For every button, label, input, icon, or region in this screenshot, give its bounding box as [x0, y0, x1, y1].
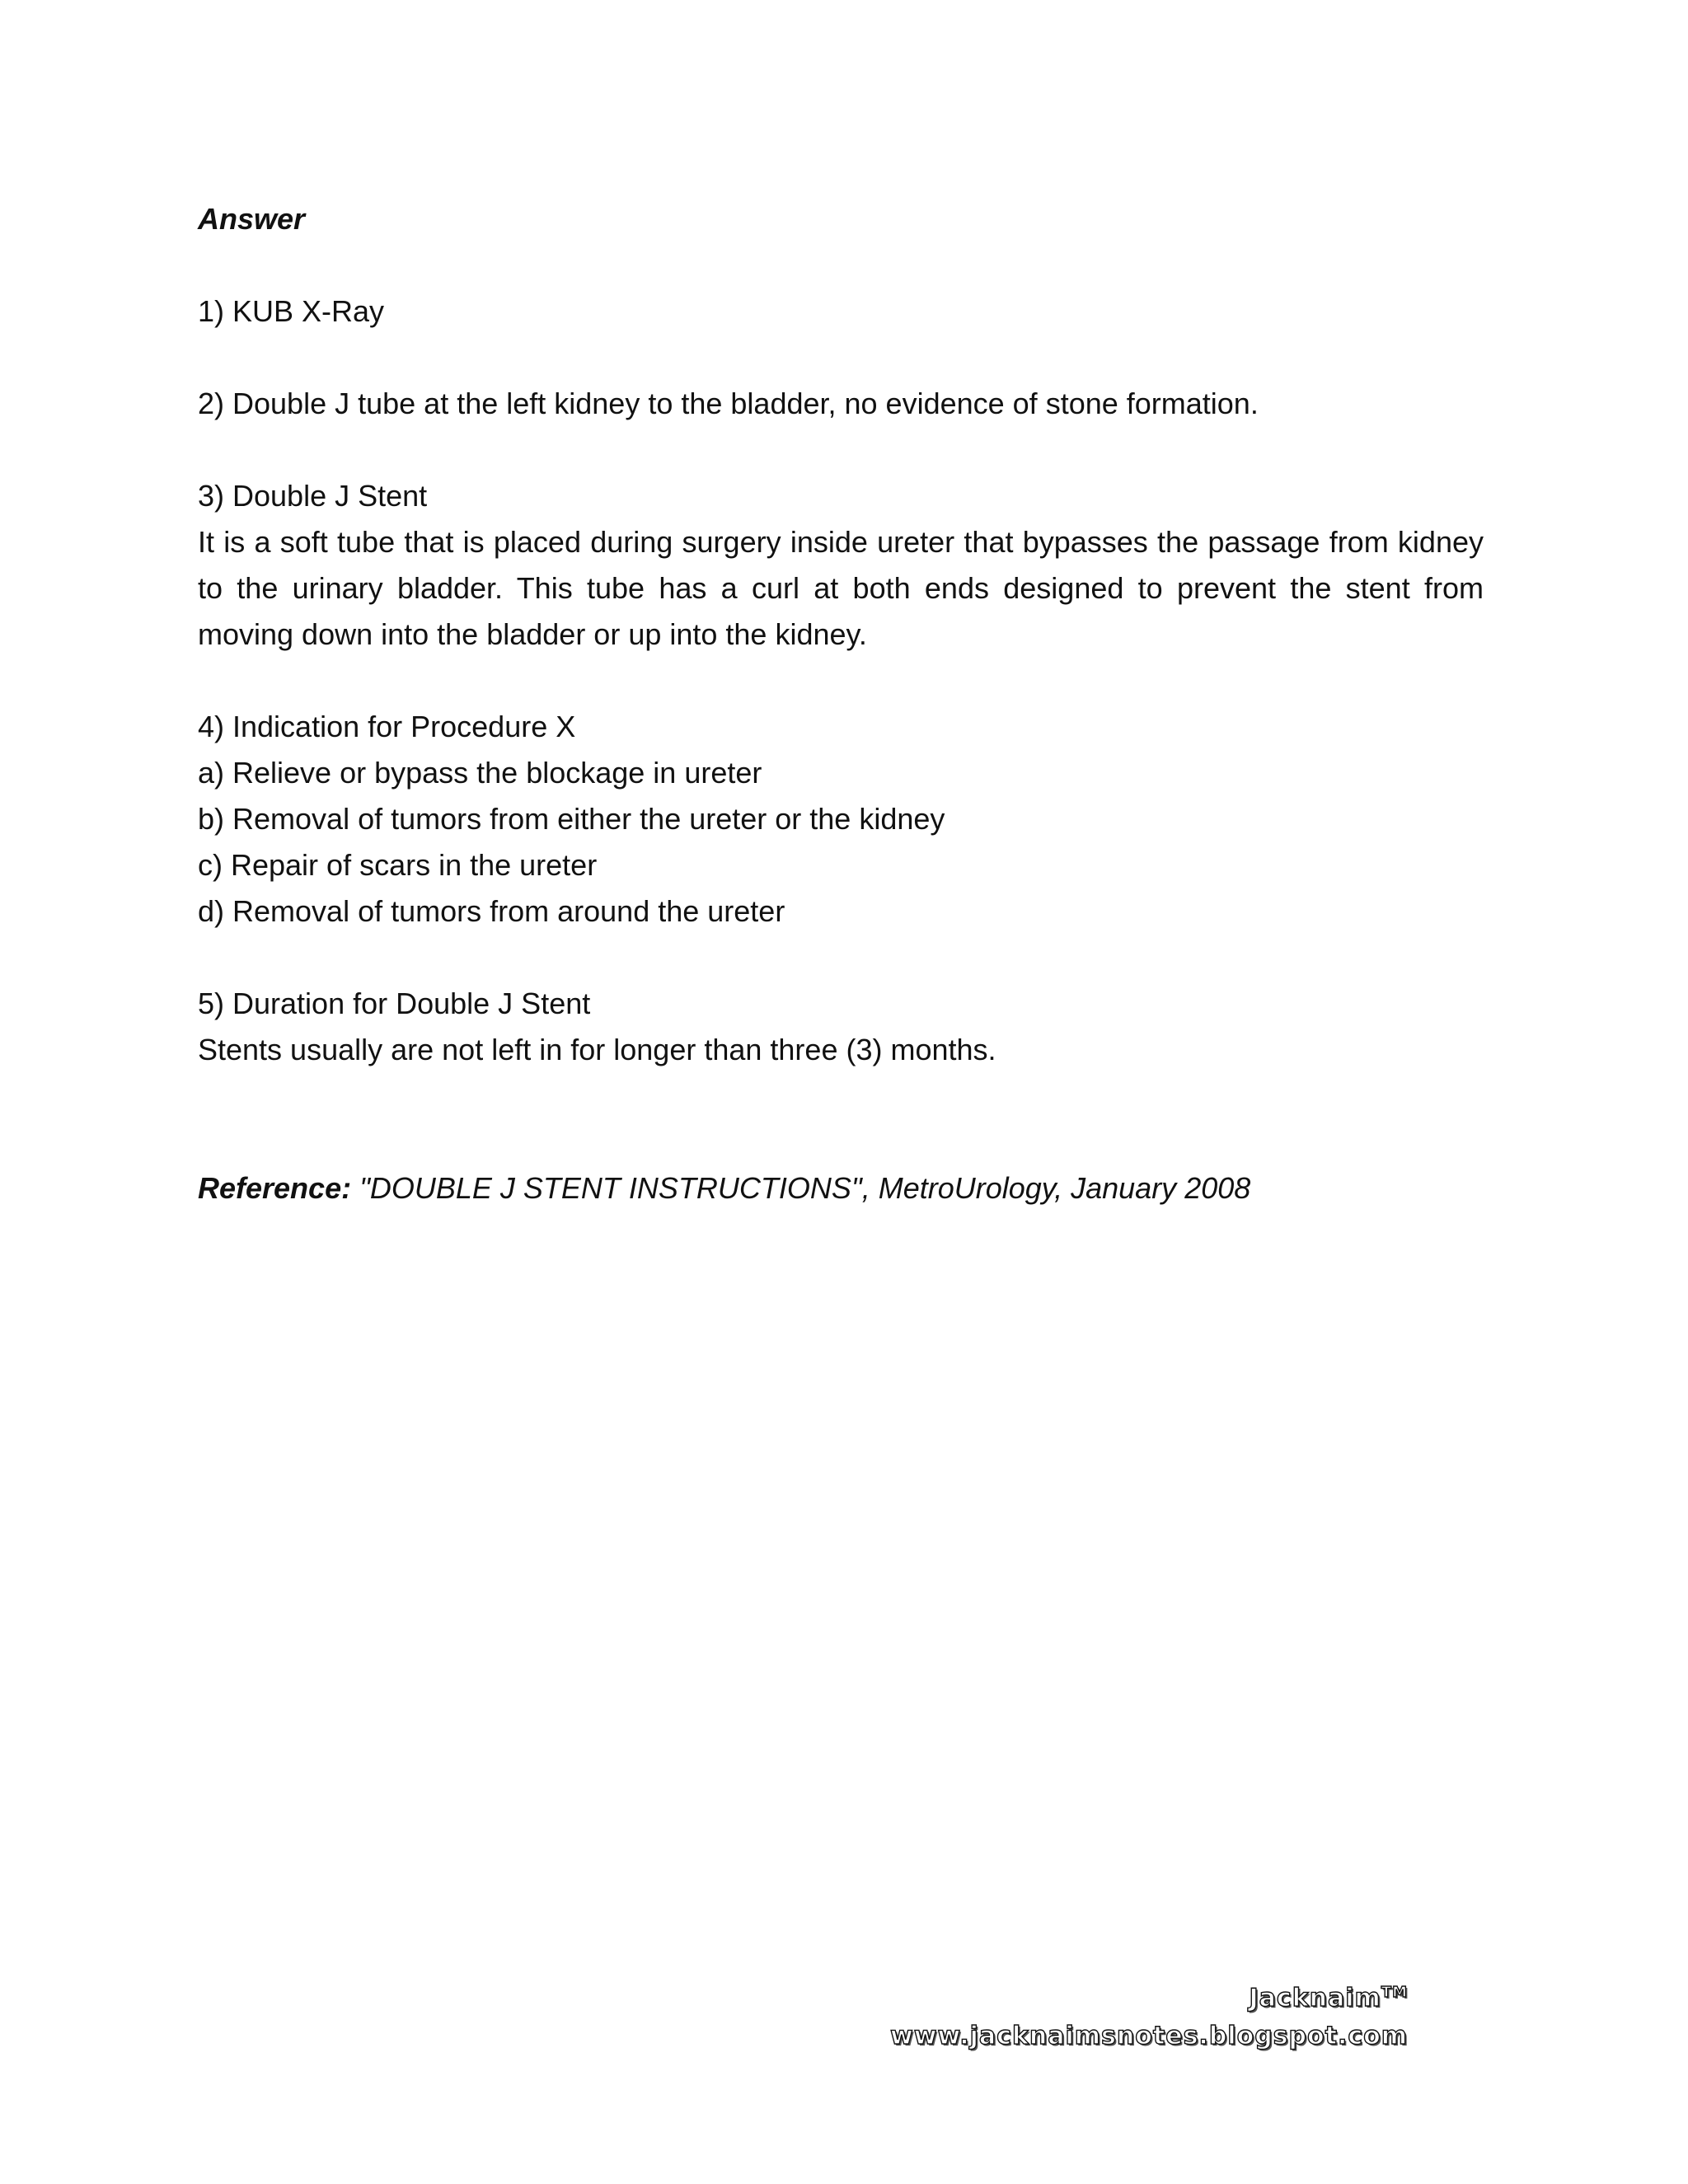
brand-name: Jacknaim [1249, 1984, 1381, 2013]
answer-3 [198, 473, 1484, 658]
list-item: a) Relieve or bypass the blockage in ureter [198, 756, 762, 790]
answer-4 [198, 704, 1484, 935]
footer-url: www.jacknaimsnotes.blogspot.com [890, 2022, 1408, 2050]
list-item: c) Repair of scars in the ureter [198, 848, 598, 882]
footer-brand-line [890, 1974, 1408, 2018]
answer-heading: Answer [198, 202, 306, 236]
answer-5-title: 5) Duration for Double J Stent [198, 987, 591, 1020]
answer-2-text: 2) Double J tube at the left kidney to the bladder, no evidence of stone formation. [198, 387, 1259, 420]
trademark-mark: TM [1381, 1984, 1408, 2001]
list-item: b) Removal of tumors from either the ureter or the kidney [198, 802, 945, 836]
answer-1-text: 1) KUB X-Ray [198, 294, 385, 328]
answer-1 [198, 288, 1484, 335]
answer-4-title: 4) Indication for Procedure X [198, 710, 576, 743]
reference [198, 1165, 1484, 1212]
answer-content [198, 196, 1484, 1241]
reference-text: "DOUBLE J STENT INSTRUCTIONS", MetroUrology, January 2008 [351, 1171, 1251, 1205]
answer-2 [198, 381, 1484, 427]
answer-5-body: Stents usually are not left in for longer than three (3) months. [198, 1033, 996, 1066]
list-item: d) Removal of tumors from around the ureter [198, 894, 785, 928]
answer-3-title: 3) Double J Stent [198, 479, 428, 513]
footer-brand [890, 1974, 1408, 2055]
reference-label: Reference: [198, 1171, 352, 1205]
answer-5 [198, 981, 1484, 1073]
answer-3-body: It is a soft tube that is placed during surgery inside ureter that bypasses the passage from kidney to the urinary bladder. This tube has a curl at both ends designed to prevent the stent from moving down into the bladder or up into the kidney. [198, 525, 1484, 651]
